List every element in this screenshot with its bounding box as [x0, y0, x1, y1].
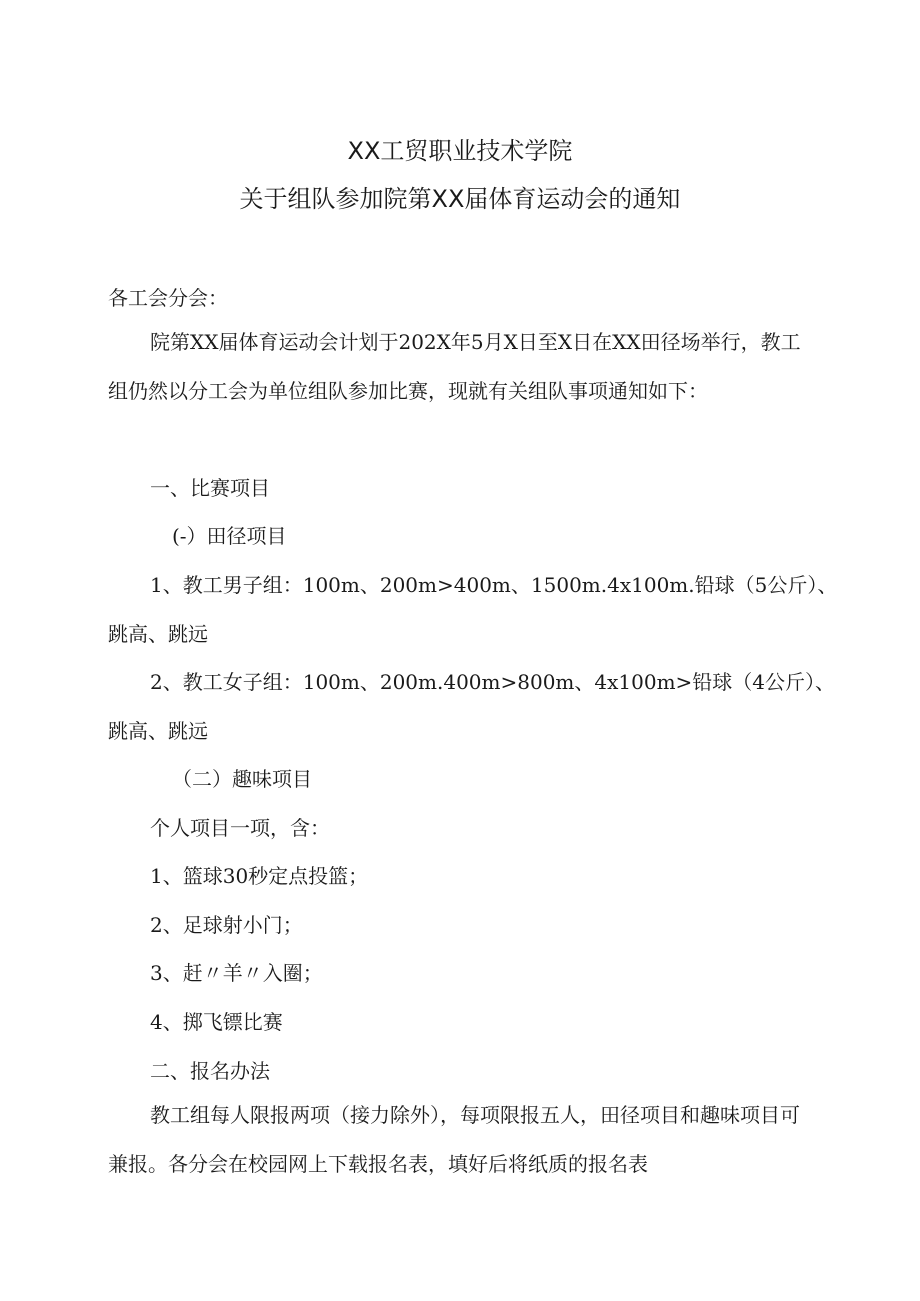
institution-title: XX工贸职业技术学院 [347, 137, 573, 165]
list-item: 4、掷飞镖比赛 [150, 1010, 283, 1034]
intro-paragraph: 院第XX届体育运动会计划于202X年5月X日至X日在XX田径场举行，教工组仍然以分工会为单位组队参加比赛，现就有关组队事项通知如下： [108, 330, 801, 403]
fun-events-heading: （二）趣味项目 [172, 767, 312, 791]
list-item: 1、篮球30秒定点投篮； [150, 864, 369, 888]
men-events-line1: 1、教工男子组：100m、200m>400m、1500m.4x100m.铅球（5公斤）、 [150, 573, 838, 597]
women-events-line1: 2、教工女子组：100m、200m.400m>800m、4x100m>铅球（4公斤）、 [150, 670, 836, 694]
list-item: 3、赶〃羊〃入圈； [150, 961, 323, 985]
section2-heading: 二、报名办法 [150, 1059, 270, 1083]
section1-heading: 一、比赛项目 [150, 476, 270, 500]
list-item: 2、足球射小门； [150, 913, 303, 937]
women-events-line2: 跳高、跳远 [108, 719, 208, 743]
fun-events-intro: 个人项目一项，含： [150, 816, 330, 840]
registration-paragraph: 教工组每人限报两项（接力除外），每项限报五人，田径项目和趣味项目可兼报。各分会在校园网上下载报名表，填好后将纸质的报名表 [108, 1103, 800, 1176]
salutation: 各工会分会： [108, 286, 228, 310]
track-events-heading: (-）田径项目 [172, 524, 287, 548]
notice-title: 关于组队参加院第XX届体育运动会的通知 [239, 185, 681, 213]
men-events-line2: 跳高、跳远 [108, 622, 208, 646]
